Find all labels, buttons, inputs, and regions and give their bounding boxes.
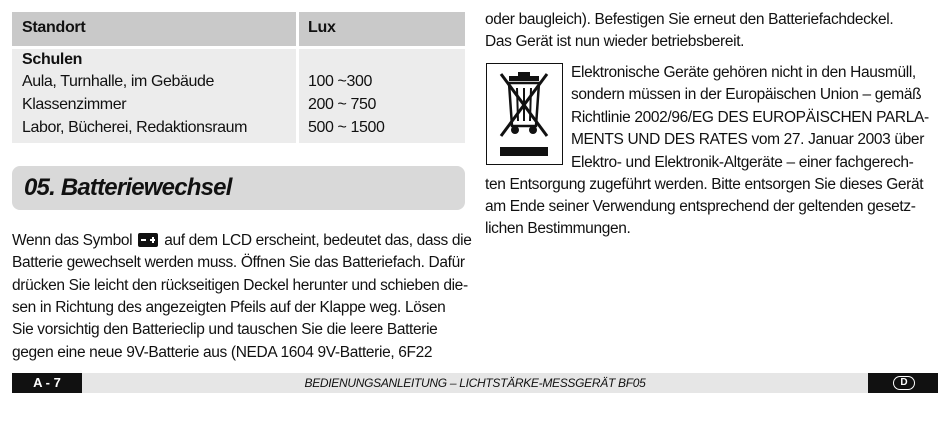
paragraph-line: drücken Sie leicht den rückseitigen Deckel herunter und schieben die- <box>12 277 468 294</box>
crossed-out-wheelie-bin-icon <box>486 63 563 165</box>
table-row-lux: 500 ~ 1500 <box>308 119 385 136</box>
paragraph-line: Richtlinie 2002/96/EG DES EUROPÄISCHEN PARLA- <box>571 109 929 126</box>
paragraph-line: lichen Bestimmungen. <box>485 220 631 237</box>
table-row-lux: 100 ~300 <box>308 73 372 90</box>
paragraph-line: Elektro- und Elektronik-Altgeräte – einer fachgerech- <box>571 154 914 171</box>
table-row-location: Labor, Bücherei, Redaktionsraum <box>22 119 248 136</box>
section-title: 05. Batteriewechsel <box>24 174 232 201</box>
paragraph-line: Batterie gewechselt werden muss. Öffnen Sie das Batteriefach. Dafür <box>12 254 465 271</box>
paragraph-line: gegen eine neue 9V-Batterie aus (NEDA 1604 9V-Batterie, 6F22 <box>12 344 433 361</box>
section-heading <box>12 166 465 210</box>
table-row-location: Aula, Turnhalle, im Gebäude <box>22 73 214 90</box>
battery-low-icon <box>138 233 158 247</box>
table-row-lux: 200 ~ 750 <box>308 96 377 113</box>
page-number: A - 7 <box>12 373 82 393</box>
language-code: D <box>893 376 915 390</box>
header-location: Standort <box>22 19 86 36</box>
lux-table <box>12 12 465 143</box>
text-fragment: auf dem LCD erscheint, bedeutet das, dass die <box>164 232 472 249</box>
table-row-location: Klassenzimmer <box>22 96 127 113</box>
paragraph-line: sen in Richtung des angezeigten Pfeils auf der Klappe weg. Lösen <box>12 299 446 316</box>
header-lux: Lux <box>308 19 336 36</box>
table-body <box>12 49 465 143</box>
paragraph-line: oder baugleich). Befestigen Sie erneut den Batteriefachdeckel. <box>485 11 894 28</box>
footer-title: BEDIENUNGSANLEITUNG – LICHTSTÄRKE-MESSGERÄT BF05 <box>304 376 646 390</box>
page-footer <box>12 373 938 393</box>
paragraph-line: sondern müssen in der Europäischen Union – gemäß <box>571 86 922 103</box>
paragraph-line: am Ende seiner Verwendung entsprechend der geltenden gesetz- <box>485 198 916 215</box>
paragraph-line: Elektronische Geräte gehören nicht in den Hausmüll, <box>571 64 916 81</box>
table-header <box>12 12 465 46</box>
text-fragment: Wenn das Symbol <box>12 232 133 249</box>
paragraph-line <box>12 230 472 252</box>
paragraph-line: Das Gerät ist nun wieder betriebsbereit. <box>485 33 745 50</box>
paragraph-line: MENTS UND DES RATES vom 27. Januar 2003 über <box>571 131 925 148</box>
paragraph-line: Sie vorsichtig den Batterieclip und tauschen Sie die leere Batterie <box>12 321 438 338</box>
table-group-label: Schulen <box>22 51 83 68</box>
language-badge <box>868 373 938 393</box>
paragraph-line: ten Entsorgung zugeführt werden. Bitte entsorgen Sie dieses Gerät <box>485 176 924 193</box>
